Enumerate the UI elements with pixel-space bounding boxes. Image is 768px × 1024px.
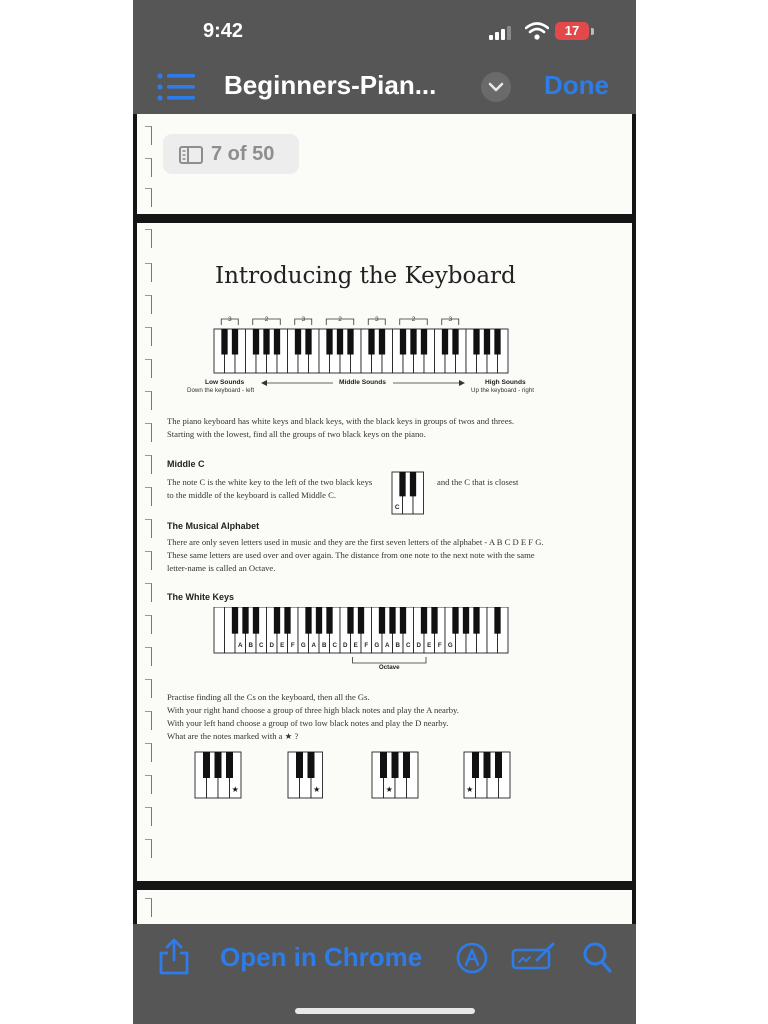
key-letter: B [395, 642, 400, 649]
black-key [380, 752, 387, 778]
binding-mark [145, 126, 152, 145]
black-key [399, 472, 405, 496]
intro-line-2: Starting with the lowest, find all the groups of two black keys on the piano. [167, 429, 426, 439]
black-key [410, 329, 416, 355]
binding-mark [145, 775, 152, 794]
black-key [253, 607, 259, 634]
high-sounds-label: High Sounds [485, 379, 526, 386]
binding-mark [145, 551, 152, 570]
current-page [137, 223, 632, 881]
black-key [442, 329, 448, 355]
black-key [305, 607, 311, 634]
key-letter: C [259, 642, 264, 649]
done-button[interactable]: Done [544, 70, 609, 100]
page-indicator-text: 7 of 50 [211, 143, 275, 165]
arrow-left-icon [261, 379, 333, 387]
octave-label: Octave [378, 664, 400, 671]
practice-line-2: With your right hand choose a group of three high black notes and play the A nearby. [167, 705, 459, 715]
key-letter: G [447, 642, 453, 649]
black-key [403, 752, 410, 778]
middle-c-line-2: to the middle of the keyboard is called Middle C. [167, 490, 336, 500]
phone-screen [133, 0, 636, 1024]
intro-line-1: The piano keyboard has white keys and black keys, with the black keys in groups of twos and threes. [167, 416, 515, 426]
title-menu-button[interactable] [481, 72, 511, 102]
reader-icon [179, 146, 203, 164]
octave-bracket [353, 657, 427, 663]
black-key [308, 752, 315, 778]
exercise-keyboard-2 [287, 751, 325, 799]
black-key [326, 607, 332, 634]
star-marker: ★ [231, 785, 239, 794]
black-key [473, 607, 479, 634]
binding-mark [145, 898, 152, 917]
black-key [484, 329, 490, 355]
black-key [295, 329, 301, 355]
key-letter: D [269, 642, 274, 649]
binding-mark [145, 391, 152, 410]
chevron-down-icon [481, 72, 511, 102]
page-indicator[interactable] [163, 134, 299, 174]
black-key [392, 752, 399, 778]
black-key [473, 329, 479, 355]
low-sounds-label: Low Sounds [205, 379, 245, 386]
key-letter: G [300, 642, 306, 649]
keyboard-diagram-top [213, 309, 511, 375]
key-letter: E [427, 642, 432, 649]
middle-c-keyboard-diagram [391, 471, 425, 515]
black-key [203, 752, 210, 778]
key-letter: B [248, 642, 253, 649]
home-indicator [295, 1008, 475, 1014]
black-key [274, 607, 280, 634]
practice-line-1: Practise finding all the Cs on the keyboard, then all the Gs. [167, 692, 370, 702]
black-key [495, 752, 502, 778]
black-key [347, 607, 353, 634]
binding-mark [145, 519, 152, 538]
black-key [337, 329, 343, 355]
key-letter: F [290, 642, 295, 649]
key-letter: C [406, 642, 411, 649]
practice-line-4: What are the notes marked with a ★ ? [167, 731, 299, 741]
black-key [379, 607, 385, 634]
group-label: 3 [301, 316, 306, 323]
key-letter: D [416, 642, 421, 649]
black-key [347, 329, 353, 355]
previous-page [137, 114, 632, 214]
group-label: 3 [227, 316, 232, 323]
arrow-right-icon [393, 379, 465, 387]
search-icon[interactable] [583, 942, 613, 974]
black-key [274, 329, 280, 355]
battery-indicator: 17 [555, 22, 589, 40]
black-key [232, 607, 238, 634]
signal-icon [489, 26, 513, 40]
black-key [421, 329, 427, 355]
middle-sounds-label: Middle Sounds [339, 379, 386, 386]
black-key [452, 607, 458, 634]
musical-alphabet-heading: The Musical Alphabet [167, 521, 260, 531]
low-sounds-sublabel: Down the keyboard - left [187, 387, 255, 394]
black-key [221, 329, 227, 355]
alphabet-line-1: There are only seven letters used in music and they are the first seven letters of the alphabet - A B C D E F G. [167, 537, 544, 547]
black-key [242, 607, 248, 634]
markup-icon[interactable] [456, 942, 488, 974]
black-key [494, 329, 500, 355]
black-key [484, 752, 491, 778]
key-letter: A [238, 642, 243, 649]
middle-c-heading: Middle C [167, 459, 205, 469]
alphabet-line-3: letter-name is called an Octave. [167, 563, 276, 573]
black-key [494, 607, 500, 634]
binding-mark [145, 807, 152, 826]
share-icon[interactable] [157, 938, 191, 976]
binding-mark [145, 583, 152, 602]
document-viewer[interactable] [133, 114, 636, 924]
practice-line-3: With your left hand choose a group of two low black notes and play the D nearby. [167, 718, 449, 728]
alphabet-line-2: These same letters are used over and over again. The distance from one note to the next note with the same [167, 550, 535, 560]
binding-mark [145, 455, 152, 474]
black-key [368, 329, 374, 355]
exercise-keyboard-4 [463, 751, 513, 799]
binding-mark [145, 615, 152, 634]
key-letter: F [437, 642, 442, 649]
binding-mark [145, 295, 152, 314]
black-key [263, 329, 269, 355]
black-key [421, 607, 427, 634]
black-key [472, 752, 479, 778]
binding-mark [145, 647, 152, 666]
middle-c-line-right: and the C that is closest [437, 477, 519, 487]
black-key [400, 329, 406, 355]
key-letter: D [343, 642, 348, 649]
middle-c-line-1: The note C is the white key to the left of the two black keys [167, 477, 373, 487]
black-key [284, 607, 290, 634]
high-sounds-sublabel: Up the keyboard - right [471, 387, 534, 394]
key-letter: A [385, 642, 390, 649]
binding-mark [145, 487, 152, 506]
group-label: 2 [338, 316, 342, 323]
key-letter: F [364, 642, 369, 649]
sign-icon[interactable] [511, 940, 557, 972]
black-key [232, 329, 238, 355]
exercise-keyboard-3 [371, 751, 419, 799]
exercise-keyboard-1 [194, 751, 244, 799]
group-label: 2 [264, 316, 269, 323]
black-key [215, 752, 222, 778]
black-key [400, 607, 406, 634]
white-keys-keyboard-diagram [213, 607, 511, 671]
key-letter: C [332, 642, 337, 649]
key-letter: B [322, 642, 327, 649]
binding-mark [145, 711, 152, 730]
document-title[interactable]: Beginners-Pian... [224, 70, 437, 100]
list-icon[interactable] [157, 73, 195, 101]
binding-mark [145, 188, 152, 207]
white-keys-heading: The White Keys [167, 592, 235, 602]
white-key [214, 607, 225, 653]
next-page [137, 890, 632, 924]
bottom-toolbar [133, 924, 636, 1024]
group-label: 2 [411, 316, 416, 323]
binding-mark [145, 229, 152, 248]
nav-bar [133, 62, 636, 114]
black-key [316, 607, 322, 634]
page-title: Introducing the Keyboard [215, 263, 516, 289]
key-label: C [394, 504, 400, 511]
black-key [305, 329, 311, 355]
black-key [452, 329, 458, 355]
binding-mark [145, 839, 152, 858]
group-label: 3 [374, 316, 379, 323]
black-key [296, 752, 303, 778]
black-key [389, 607, 395, 634]
open-in-chrome-button[interactable]: Open in Chrome [220, 942, 423, 972]
black-key [410, 472, 416, 496]
star-marker: ★ [466, 785, 474, 794]
black-key [326, 329, 332, 355]
status-time: 9:42 [203, 20, 244, 42]
key-letter: G [374, 642, 380, 649]
binding-mark [145, 359, 152, 378]
binding-mark [145, 158, 152, 177]
star-marker: ★ [385, 785, 393, 794]
key-letter: E [280, 642, 285, 649]
key-letter: E [353, 642, 358, 649]
binding-mark [145, 263, 152, 282]
binding-mark [145, 423, 152, 442]
group-label: 3 [448, 316, 453, 323]
black-key [358, 607, 364, 634]
binding-mark [145, 679, 152, 698]
battery-nub [591, 28, 594, 35]
black-key [431, 607, 437, 634]
black-key [463, 607, 469, 634]
black-key [253, 329, 259, 355]
key-letter: A [311, 642, 316, 649]
status-bar [133, 0, 636, 62]
wifi-icon [525, 22, 549, 40]
black-key [379, 329, 385, 355]
black-key [226, 752, 233, 778]
binding-mark [145, 743, 152, 762]
binding-mark [145, 327, 152, 346]
star-marker: ★ [313, 785, 321, 794]
